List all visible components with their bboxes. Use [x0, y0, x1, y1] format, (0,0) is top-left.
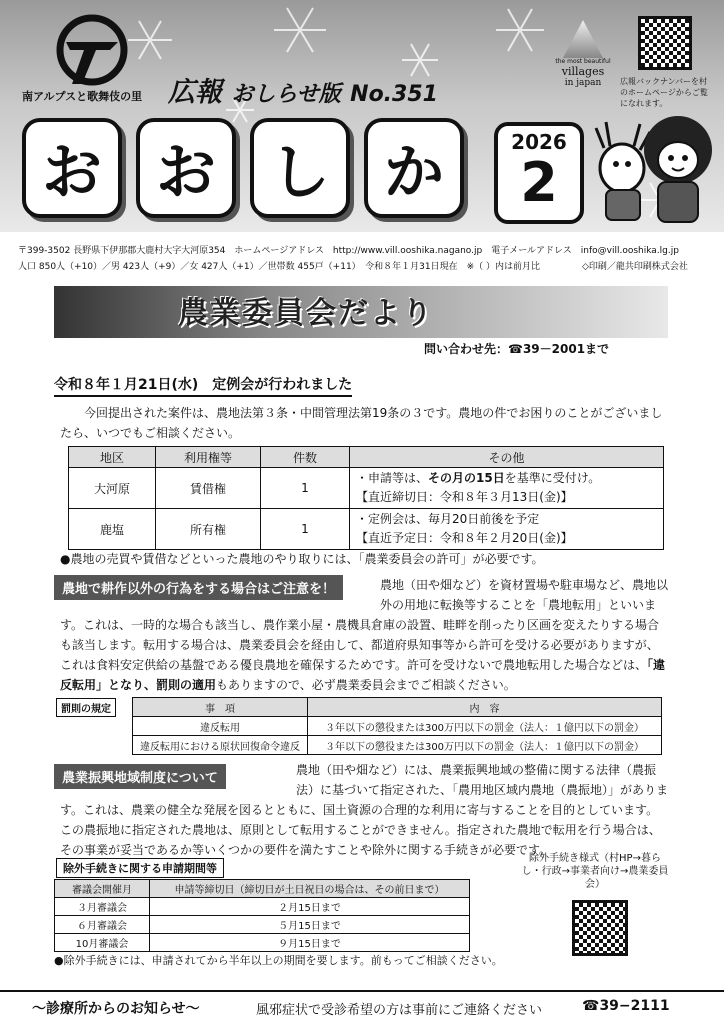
bullet-note-1: ●農地の売買や賃借などといった農地のやり取りには、「農業委員会の許可」が必要です。	[60, 552, 544, 566]
article-title: 農業委員会だより	[178, 296, 434, 331]
population-line: 人口 850人（+10）／男 423人（+9）／女 427人（+1）／世帯数 455戸（+11） 令和８年１月31日現在 ※（ ）内は前月比	[18, 262, 541, 272]
table-cell: 1	[261, 509, 350, 550]
header-banner	[0, 0, 724, 232]
table-cell: ５月15日まで	[150, 916, 470, 934]
contact-info-line: 〒399-3502 長野県下伊那郡大鹿村大字大河原354 ホームページアドレス http://www.vill.ooshika.nagano.jp 電子メールアドレス info@vill.ooshika.lg.jp	[18, 246, 679, 256]
table2-header: 内 容	[308, 698, 662, 717]
table-cell: 鹿塩	[69, 509, 156, 550]
note-text: 【直近予定日：令和８年２月20日(金)】	[356, 531, 573, 545]
section2-bold: 「違反転用」となり、罰則の適用	[60, 658, 666, 692]
exclusion-table	[54, 879, 470, 952]
table-cell: ３年以下の懲役または300万円以下の罰金（法人：１億円以下の罰金）	[308, 736, 662, 755]
villages-logo	[548, 20, 618, 88]
table3-caption: 除外手続きに関する申請期間等	[56, 858, 224, 878]
note-text: 【直近締切日：令和８年３月13日(金)】	[356, 490, 573, 504]
mountain-icon	[563, 20, 603, 58]
title-char-1: お	[22, 118, 122, 218]
table-cell: 1	[261, 468, 350, 509]
village-logo	[52, 12, 132, 88]
meeting-table	[68, 446, 664, 550]
qr-code-forms[interactable]	[572, 900, 628, 956]
table-cell: ３年以下の懲役または300万円以下の罰金（法人：１億円以下の罰金）	[308, 717, 662, 736]
section1-heading: 令和８年１月21日(水) 定例会が行われました	[54, 374, 352, 397]
section3-text-body: 農地（田や畑など）には、農業振興地域の整備に関する法律（農振法）に基づいて指定された、「農用地区域内農地（農振地）」があります。これは、農業の健全な発展を図るとともに、国土資源の合理的な利用に寄与することを目的としています。この農振地に指定された農地は、原則として転用することができません。指定された農地で転用を行う場合は、その事業が妥当であるか等いくつかの要件を満たすことや除外に関する手続きが必要です。	[60, 763, 669, 857]
float-spacer	[60, 760, 296, 794]
issue-date-box	[494, 122, 584, 224]
form-note: 除外手続き様式（村HP→暮らし・行政→事業者向け→農業委員会）	[521, 853, 669, 890]
note-text: ・申請等は、	[356, 471, 429, 485]
table-cell: 違反転用	[133, 717, 308, 736]
footer-text: 風邪症状で受診希望の方は事前にご連絡ください	[256, 1003, 543, 1018]
section2-heading: 農地で耕作以外の行為をする場合はご注意を！	[54, 575, 343, 600]
section2-text-b: もありますので、必ず農業委員会までご相談ください。	[216, 678, 516, 692]
table-note-cell	[350, 509, 664, 550]
note-text: を基準に受付け。	[504, 471, 601, 485]
qr-code-backnumber[interactable]	[638, 16, 692, 70]
tagline: 南アルプスと歌舞伎の里	[22, 90, 143, 103]
masthead-prefix: 広報	[168, 77, 222, 108]
table1-header: その他	[350, 447, 664, 468]
table3-header: 申請等締切日（締切日が土日祝日の場合は、その前日まで）	[150, 880, 470, 898]
issue-month: 2	[520, 151, 558, 214]
issue-number: No.351	[350, 82, 438, 107]
footer-phone: ☎39−2111	[582, 998, 670, 1014]
backnumber-note: 広報バックナンバーを村のホームページからご覧になれます。	[620, 77, 708, 108]
title-char-3: し	[250, 118, 350, 218]
table-cell: 所有権	[156, 509, 261, 550]
section2-text-a: 農地（田や畑など）を資材置場や駐車場など、農地以外の用地に転換等することを「農地転用」といいます。これは、一時的な場合も該当し、農作業小屋・農機具倉庫の設置、畦畔を削ったり区画を変えたりする場合も該当します。転用する場合は、農業委員会を経由して、都道府県知事等から許可を受ける必要がありますが、これは食料安定供給の基盤である優良農地を確保するためです。許可を受けないで農地転用した場合などは、	[60, 578, 669, 672]
table-cell: 大河原	[69, 468, 156, 509]
section3-heading: 農業振興地域制度について	[54, 764, 226, 789]
printer-line: ◇印刷／龍共印刷株式会社	[582, 262, 688, 272]
title-char-4: か	[364, 118, 464, 218]
masthead	[168, 70, 438, 109]
table-cell: 違反転用における原状回復命令違反	[133, 736, 308, 755]
table-cell: ２月15日まで	[150, 898, 470, 916]
table3-header: 審議会開催月	[55, 880, 150, 898]
note-text: ・定例会は、毎月20日前後を予定	[356, 512, 540, 526]
villages-sub: in japan	[564, 78, 602, 88]
villages-name: villages	[561, 65, 605, 78]
footer-title: ～診療所からのお知らせ～	[32, 1001, 200, 1017]
note-bold: その月の15日	[428, 471, 505, 485]
table-cell: 賃借権	[156, 468, 261, 509]
table-cell: 10月審議会	[55, 934, 150, 952]
mascot-illustration	[590, 108, 720, 230]
villages-small: the most beautiful	[555, 58, 611, 65]
issue-year: 2026	[511, 130, 567, 154]
table-note-cell	[350, 468, 664, 509]
table2-header: 事 項	[133, 698, 308, 717]
section3-text	[60, 760, 668, 860]
section2-text	[60, 575, 668, 695]
article-contact: 問い合わせ先：☎39－2001まで	[424, 342, 610, 356]
penalty-label: 罰則の規定	[56, 698, 116, 717]
footer-bar	[0, 990, 724, 1026]
title-char-2: お	[136, 118, 236, 218]
table-cell: ６月審議会	[55, 916, 150, 934]
bullet-note-2: ●除外手続きには、申請されてから半年以上の期間を要します。前もってご相談ください。	[54, 954, 503, 967]
penalty-table	[132, 697, 662, 755]
section1-text: 今回提出された案件は、農地法第３条・中間管理法第19条の３です。農地の件でお困りのことがございましたら、いつでもご相談ください。	[60, 406, 663, 440]
masthead-sub: おしらせ版	[231, 82, 341, 107]
table-cell: ９月15日まで	[150, 934, 470, 952]
table1-header: 地区	[69, 447, 156, 468]
table1-header: 利用権等	[156, 447, 261, 468]
float-spacer	[60, 575, 380, 611]
table1-header: 件数	[261, 447, 350, 468]
table-cell: ３月審議会	[55, 898, 150, 916]
